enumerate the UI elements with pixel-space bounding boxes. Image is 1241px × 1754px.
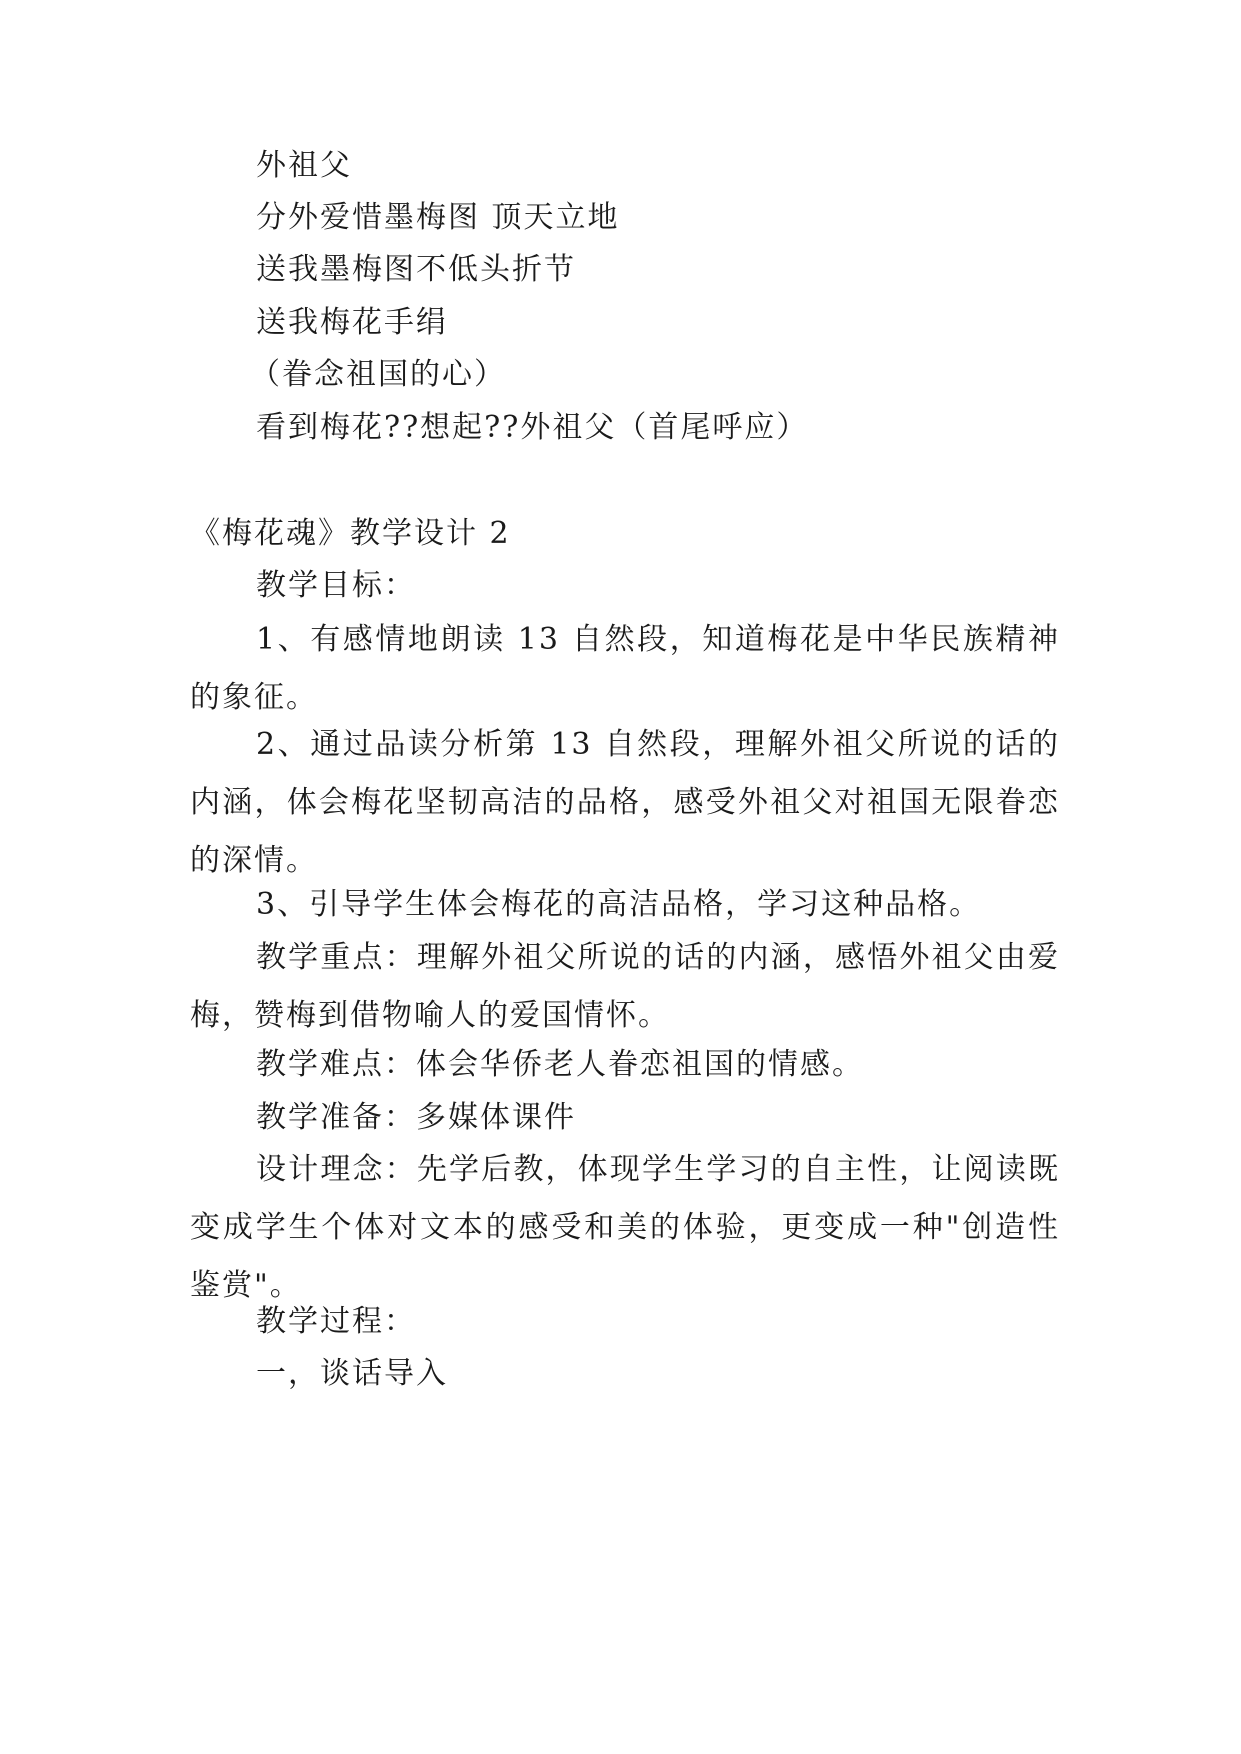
poem-line-6: 看到梅花??想起??外祖父（首尾呼应） [256,410,809,445]
objective-2: 2、通过品读分析第 13 自然段，理解外祖父所说的话的内涵，体会梅花坚韧高洁的品格，感受外祖父对祖国无限眷恋的深情。 [190,727,1060,878]
difficulty: 教学难点：体会华侨老人眷恋祖国的情感。 [256,1047,864,1082]
objective-3: 3、引导学生体会梅花的高洁品格，学习这种品格。 [256,887,982,922]
objective-1: 1、有感情地朗读 13 自然段，知道梅花是中华民族精神的象征。 [190,622,1060,715]
poem-line-5: （眷念祖国的心） [250,357,506,392]
poem-line-3: 送我墨梅图不低头折节 [256,252,576,287]
poem-line-1: 外祖父 [256,148,352,183]
section-title: 《梅花魂》教学设计 2 [190,516,511,551]
design-concept: 设计理念：先学后教，体现学生学习的自主性，让阅读既变成学生个体对文本的感受和美的体验，更变成一种"创造性鉴赏"。 [190,1152,1060,1303]
key-point: 教学重点：理解外祖父所说的话的内涵，感悟外祖父由爱梅，赞梅到借物喻人的爱国情怀。 [190,940,1060,1033]
preparation: 教学准备：多媒体课件 [256,1100,576,1135]
poem-line-4: 送我梅花手绢 [256,305,448,340]
process-heading: 教学过程： [256,1304,416,1339]
poem-line-2: 分外爱惜墨梅图 顶天立地 [256,200,620,235]
step-1: 一，谈话导入 [256,1356,448,1391]
objectives-heading: 教学目标： [256,568,416,603]
